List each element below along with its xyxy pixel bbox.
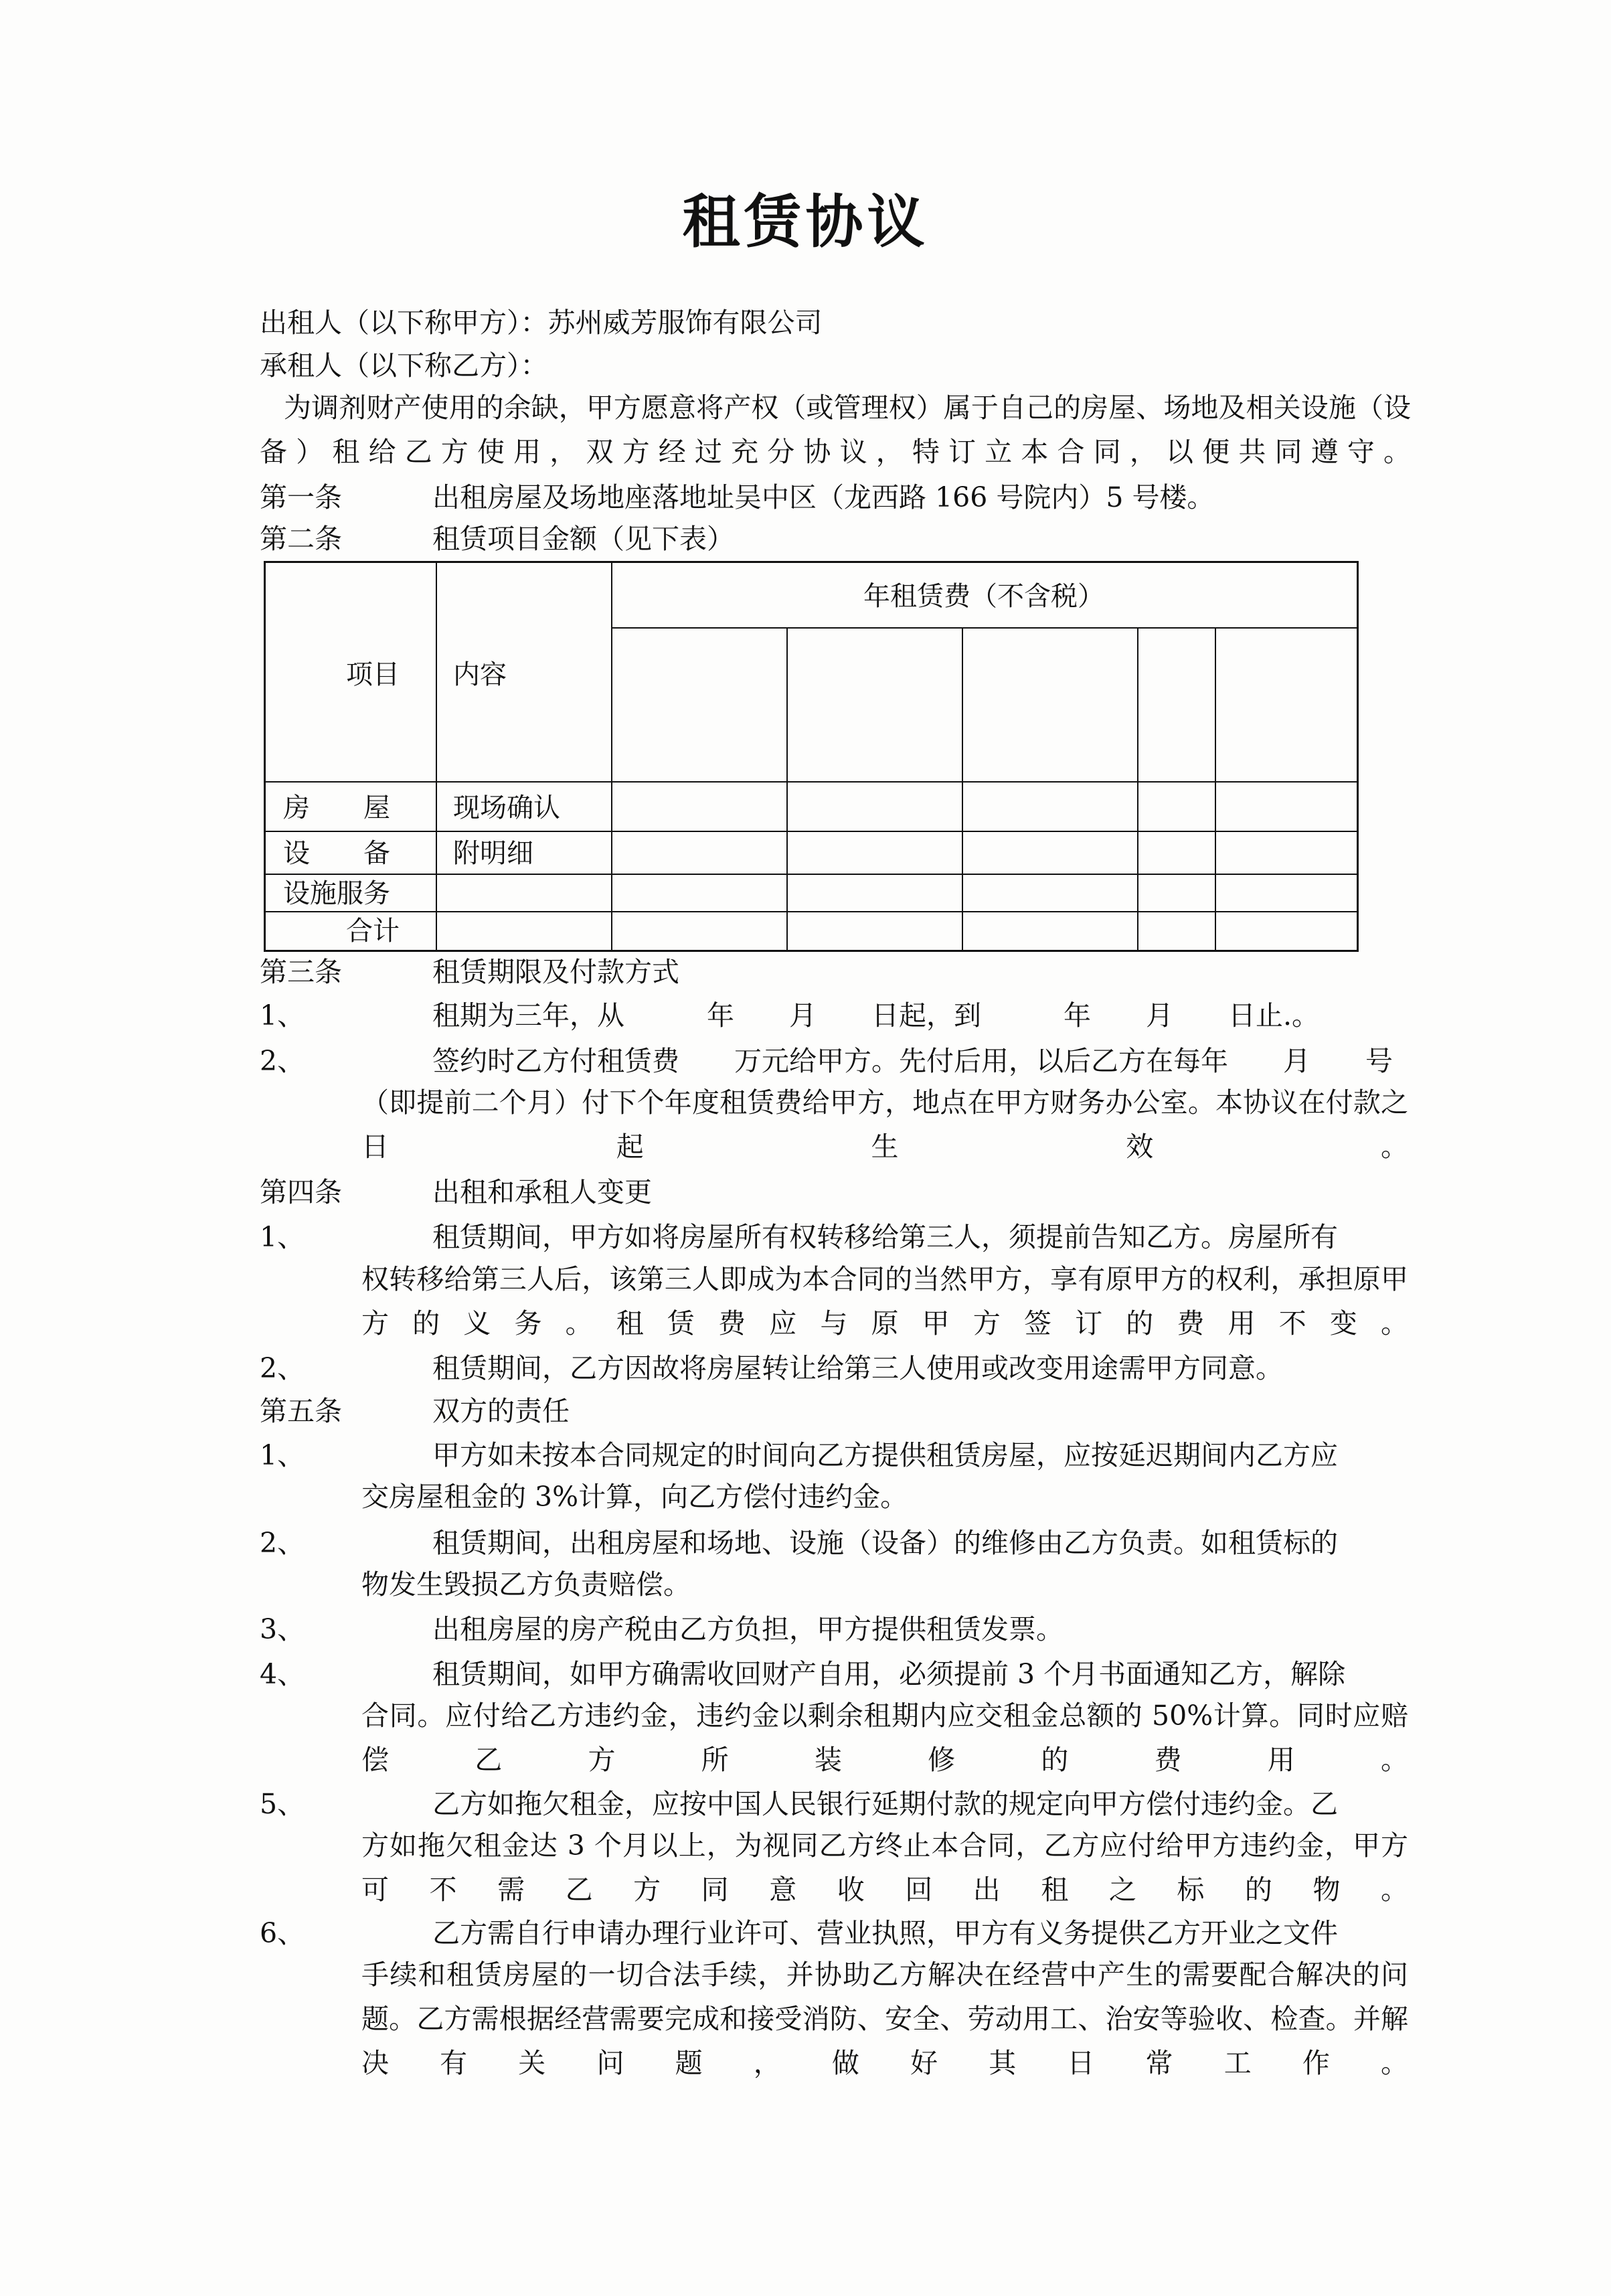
art1-text: 出租房屋及场地座落地址吴中区（龙西路 166 号院内）5 号楼。 [432,481,1215,513]
table-divider [1137,627,1138,950]
clause-text: 租赁期间，出租房屋和场地、设施（设备）的维修由乙方负责。如租赁标的 [432,1527,1338,1559]
clause-text: 出租房屋的房产税由乙方负担，甲方提供租赁发票。 [432,1613,1064,1645]
rent-table [264,561,1359,952]
table-divider [611,627,1357,629]
clause-number: 2、 [260,1527,305,1559]
clause-number: 5、 [260,1788,305,1820]
clause-text: 签约时乙方付租赁费 万元给甲方。先付后用，以后乙方在每年 月 号 [432,1045,1393,1077]
preamble: 为调剂财产使用的余缺，甲方愿意将产权（或管理权）属于自己的房屋、场地及相关设施（设备）租给乙方使用，双方经过充分协议，特订立本合同，以便共同遵守。 [260,392,1411,468]
header-annual-fee: 年租赁费（不含税） [863,581,1104,612]
clause-continuation: （即提前二个月）付下个年度租赁费给甲方，地点在甲方财务办公室。本协议在付款之日起生效。 [361,1086,1408,1163]
header-content: 内容 [453,659,507,690]
header-item: 项目 [346,659,400,690]
lessee-line: 承租人（以下称乙方）： [260,349,548,382]
row-item: 设 备 [283,838,390,869]
art4-text: 出租和承租人变更 [432,1176,652,1208]
clause-number: 2、 [260,1352,305,1384]
table-divider [266,831,1357,832]
clause-continuation: 合同。应付给乙方违约金，违约金以剩余租期内应交租金总额的 50%计算。同时应赔偿乙方所装修的费用。 [361,1700,1408,1776]
row-item: 设施服务 [283,878,390,909]
clause-continuation: 手续和租赁房屋的一切合法手续，并协助乙方解决在经营中产生的需要配合解决的问题。乙方需根据经营需要完成和接受消防、安全、劳动用工、治安等验收、检查。并解决有关问题，做好其日常工作。 [361,1959,1408,2079]
row-item: 房 屋 [283,793,390,823]
table-divider [266,911,1357,912]
row-content: 现场确认 [453,793,560,823]
clause-continuation: 物发生毁损乙方负责赔偿。 [361,1568,691,1601]
clause-number: 3、 [260,1613,305,1645]
document-title: 租赁协议 [682,189,929,256]
clause-number: 2、 [260,1045,305,1077]
art2-text: 租赁项目金额（见下表） [432,523,734,555]
art5-number: 第五条 [260,1395,342,1427]
art5-text: 双方的责任 [432,1395,570,1427]
clause-text: 租期为三年，从 年 月 日起，到 年 月 日止.。 [432,999,1320,1032]
art3-number: 第三条 [260,956,342,988]
clause-continuation: 交房屋租金的 3%计算，向乙方偿付违约金。 [361,1481,908,1513]
row-content: 附明细 [453,838,533,869]
clause-text: 租赁期间，甲方如将房屋所有权转移给第三人，须提前告知乙方。房屋所有 [432,1221,1338,1253]
art3-text: 租赁期限及付款方式 [432,956,679,988]
clause-number: 1、 [260,1221,305,1253]
table-divider [786,627,788,950]
clause-continuation: 权转移给第三人后，该第三人即成为本合同的当然甲方，享有原甲方的权利，承担原甲方的义务。租赁费应与原甲方签订的费用不变。 [361,1263,1408,1339]
table-divider [1215,627,1216,950]
table-divider [962,627,963,950]
clause-text: 租赁期间，如甲方确需收回财产自用，必须提前 3 个月书面通知乙方，解除 [432,1658,1346,1690]
clause-number: 1、 [260,1439,305,1471]
table-divider [436,563,437,950]
clause-number: 6、 [260,1917,305,1949]
table-divider [266,781,1357,783]
clause-text: 乙方如拖欠租金，应按中国人民银行延期付款的规定向甲方偿付违约金。乙 [432,1788,1338,1820]
art1-number: 第一条 [260,481,342,513]
clause-number: 4、 [260,1658,305,1690]
row-item: 合计 [346,916,400,947]
clause-text: 甲方如未按本合同规定的时间向乙方提供租赁房屋，应按延迟期间内乙方应 [432,1439,1338,1471]
clause-number: 1、 [260,999,305,1032]
lessor-line: 出租人（以下称甲方）：苏州威芳服饰有限公司 [260,307,823,339]
clause-text: 乙方需自行申请办理行业许可、营业执照，甲方有义务提供乙方开业之文件 [432,1917,1338,1949]
table-divider [266,874,1357,875]
clause-text: 租赁期间，乙方因故将房屋转让给第三人使用或改变用途需甲方同意。 [432,1352,1283,1384]
table-divider [611,563,612,950]
art4-number: 第四条 [260,1176,342,1208]
clause-continuation: 方如拖欠租金达 3 个月以上，为视同乙方终止本合同，乙方应付给甲方违约金，甲方可不需乙方同意收回出租之标的物。 [361,1829,1408,1906]
art2-number: 第二条 [260,523,342,555]
